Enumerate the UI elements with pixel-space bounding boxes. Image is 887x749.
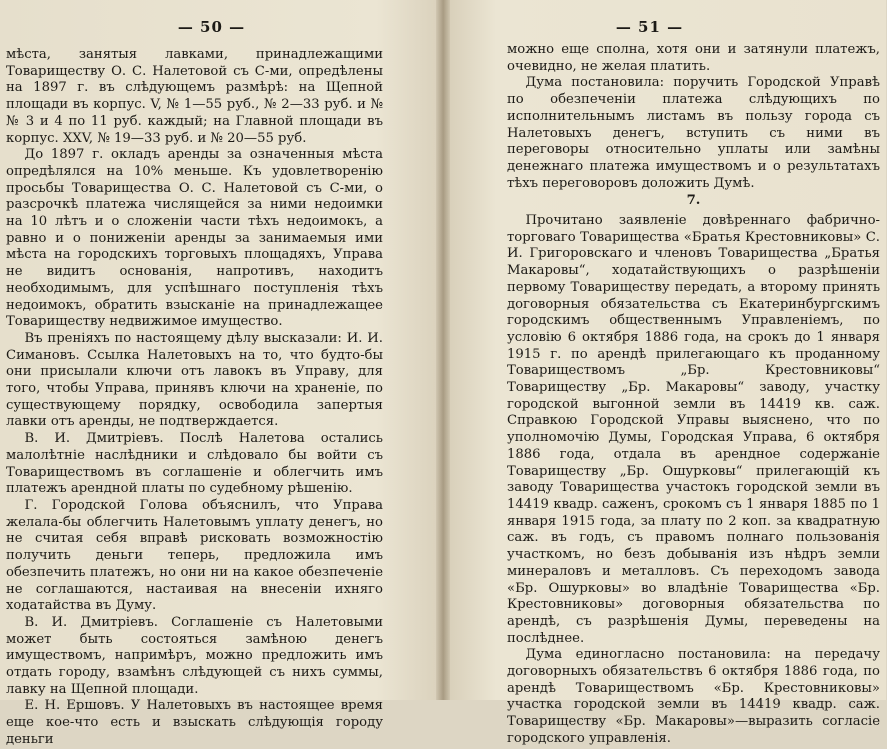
paragraph: можно еще сполна, хотя они и затянули платежъ, очевидно, не желая платить. bbox=[507, 42, 880, 74]
book-gutter bbox=[436, 0, 450, 700]
paragraph: Г. Городской Голова объяснилъ, что Управа желала-бы облегчить Налетовымъ уплату денегъ, но не считая себя вправѣ рисковать возможностію получить деньги теперь, предложила имъ обезпечить платежъ, но они ни на какое обезпеченіе не соглашаются, настаивая на внесеніи ихняго ходатайства въ Думу. bbox=[6, 497, 383, 614]
right-page-number: — 51 — bbox=[615, 18, 684, 36]
paragraph: Прочитано заявленіе довѣреннаго фабрично-торговаго Товарищества «Братья Крестовниковы» С. И. Григоровскаго и членовъ Товарищества „Братья Макаровы“, ходатайствующихъ о разрѣшеніи первому Товариществу передать, а второму принять договорныя обязательства съ Екатеринбургскимъ городскимъ общественнымъ Управленіемъ, по условію 6 октября 1886 года, на срокъ до 1 января 1915 г. по арендѣ прилегающаго къ проданному Товариществомъ „Бр. Крестовниковы“ Товариществу „Бр. Макаровы“ заводу, участку городской выгонной земли въ 14419 кв. саж. Справкою Городской Управы выяснено, что по уполномочію Думы, Городская Управа, 6 октября 1886 года, отдала въ арендное содержаніе Товариществу „Бр. Ошурковы“ прилегающій къ заводу Товарищества участокъ городской земли въ 14419 квадр. саженъ, срокомъ съ 1 января 1885 по 1 января 1915 года, за плату по 2 коп. за квадратную саж. въ годъ, съ правомъ полнаго пользованія участкомъ, но безъ добыванія изъ нѣдръ земли минераловъ и металловъ. Съ переходомъ завода «Бр. Ошурковы» во владѣніе Товарищества «Бр. Крестовниковы» договорныя обязательства по арендѣ, съ разрѣшенія Думы, переведены на послѣднее. bbox=[507, 213, 880, 646]
left-page-number: — 50 — bbox=[177, 18, 246, 36]
paragraph: мѣста, занятыя лавками, принадлежащими Товариществу О. С. Налетовой съ С-ми, опредѣлены на 1897 г. въ слѣдующемъ размѣрѣ: на Щепной площади въ корпус. V, № 1—55 руб., № 2—33 руб. и №№ 3 и 4 по 11 руб. каждый; на Главной площади въ корпус. XXV, № 19—33 руб. и № 20—55 руб. bbox=[6, 47, 383, 146]
paragraph: В. И. Дмитріевъ. Послѣ Налетова остались малолѣтніе наслѣдники и слѣдовало бы войти съ Товариществомъ въ соглашеніе и облегчить имъ платежъ арендной платы по судебному рѣшенію. bbox=[6, 431, 383, 497]
paragraph: Дума единогласно постановила: на передачу договорныхъ обязательствъ 6 октября 1886 года, по арендѣ Товариществомъ «Бр. Крестовниковы» участка городской земли въ 14419 квадр. саж. Товариществу «Бр. Макаровы»—выразить согласіе городского управленія. bbox=[507, 647, 880, 746]
paragraph: В. И. Дмитріевъ. Соглашеніе съ Налетовыми может быть состояться замѣною денегъ имуществомъ, напримѣръ, можно предложить имъ отдать городу, взамѣнъ слѣдующей съ нихъ суммы, лавку на Щепной площади. bbox=[6, 614, 383, 697]
paragraph: Дума постановила: поручить Городской Управѣ по обезпеченіи платежа слѣдующихъ по исполнительнымъ листамъ въ пользу города съ Налетовыхъ денегъ, вступить съ ними въ переговоры относительно уплаты или замѣны денежнаго платежа имуществомъ и о результатахъ тѣхъ переговоровъ доложить Думѣ. bbox=[507, 75, 880, 191]
left-page-text bbox=[6, 47, 383, 749]
section-number: 7. bbox=[686, 193, 701, 209]
paragraph: Въ преніяхъ по настоящему дѣлу высказали: И. И. Симановъ. Ссылка Налетовыхъ на то, что будто-бы они присылали ключи отъ лавокъ въ Управу, для того, чтобы Управа, принявъ ключи на храненіе, по существующему порядку, освободила запертыя лавки отъ аренды, не подтверждается. bbox=[6, 330, 383, 430]
right-page-text bbox=[507, 42, 880, 748]
left-page bbox=[0, 0, 443, 747]
right-page bbox=[443, 0, 886, 746]
paragraph: До 1897 г. окладъ аренды за означенныя мѣста опредѣлялся на 10% меньше. Къ удовлетворенію просьбы Товарищества О. С. Налетовой съ С-ми, о разсрочкѣ платежа числящейся за ними недоимки на 10 лѣтъ и о сложеніи части тѣхъ недоимокъ, а равно и о пониженіи аренды за занимаемыя ими мѣста на городскихъ торговыхъ площадяхъ, Управа не видитъ основанія, напротивъ, находитъ необходимымъ, для успѣшнаго поступленія тѣхъ недоимокъ, обратить взысканіе на принадлежащее Товариществу недвижимое имущество. bbox=[6, 147, 383, 330]
paragraph: Е. Н. Ершовъ. У Налетовыхъ въ настоящее время еще кое-что есть и взыскать слѣдующія городу деньги bbox=[6, 698, 383, 747]
